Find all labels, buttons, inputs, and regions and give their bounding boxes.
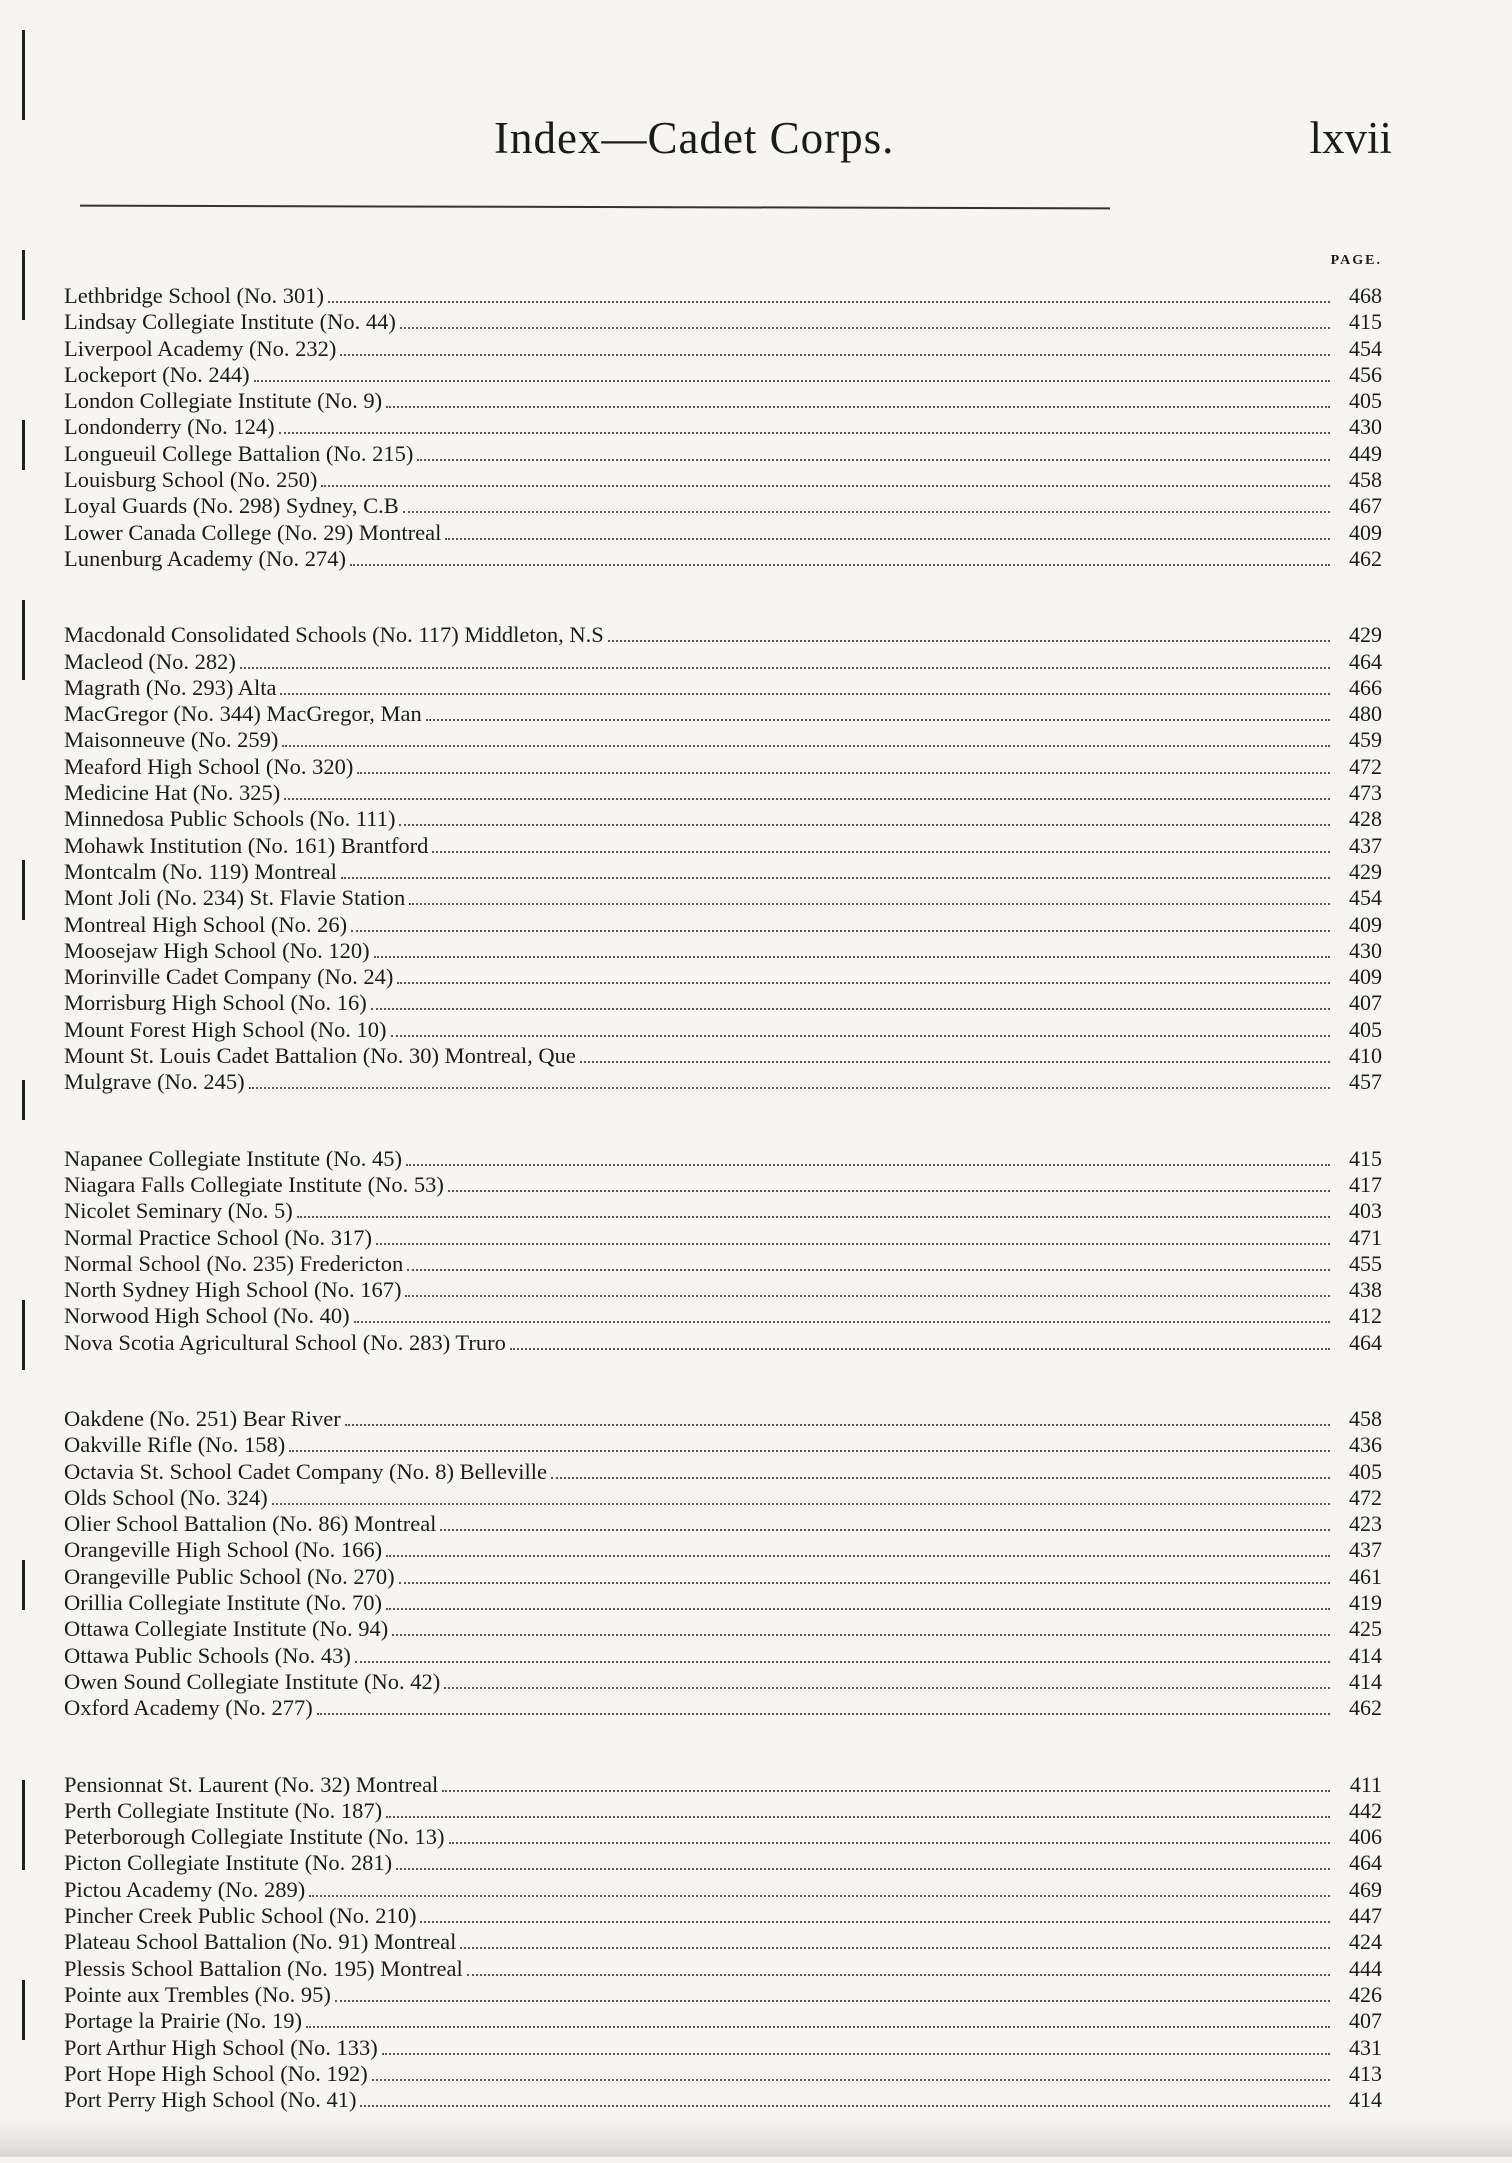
entry-name: Maisonneuve (No. 259) (64, 727, 279, 753)
binding-mark (22, 1300, 25, 1370)
index-entry (64, 1956, 1382, 1982)
index-entry (64, 912, 1382, 938)
entry-name: Peterborough Collegiate Institute (No. 13) (64, 1824, 445, 1850)
dot-leader (409, 903, 1330, 905)
entry-page-number: 471 (1349, 1224, 1382, 1250)
entry-name: Plessis School Battalion (No. 195) Montreal (64, 1955, 463, 1981)
index-entry (64, 1877, 1382, 1903)
entry-name: Louisburg School (No. 250) (64, 467, 318, 493)
entry-name: Portage la Prairie (No. 19) (64, 2008, 303, 2034)
entry-name: Picton Collegiate Institute (No. 281) (64, 1850, 393, 1876)
entry-page-number: 458 (1349, 467, 1382, 493)
index-entry (64, 1406, 1382, 1432)
entry-name: Oakdene (No. 251) Bear River (64, 1405, 341, 1431)
index-entry (64, 1069, 1382, 1095)
index-entry (64, 1824, 1382, 1850)
entry-name: Niagara Falls Collegiate Institute (No. 53) (64, 1171, 444, 1197)
dot-leader (355, 1661, 1330, 1663)
entry-name: Meaford High School (No. 320) (64, 753, 354, 779)
dot-leader (403, 511, 1330, 513)
entry-page-number: 410 (1349, 1043, 1382, 1069)
entry-page-number: 403 (1349, 1198, 1382, 1224)
entry-name: Morinville Cadet Company (No. 24) (64, 964, 394, 990)
index-entry (64, 1643, 1382, 1669)
dot-leader (354, 1321, 1330, 1323)
dot-leader (432, 851, 1330, 853)
index-group (64, 1406, 1382, 1722)
dot-leader (360, 2105, 1330, 2107)
binding-mark (22, 420, 25, 470)
entry-page-number: 442 (1349, 1797, 1382, 1823)
index-entry (64, 622, 1382, 648)
dot-leader (341, 877, 1330, 879)
index-entry (64, 1251, 1382, 1277)
index-entry (64, 1590, 1382, 1616)
dot-leader (397, 982, 1330, 984)
entry-name: Orangeville Public School (No. 270) (64, 1563, 395, 1589)
index-entry (64, 1903, 1382, 1929)
index-entry (64, 441, 1382, 467)
entry-name: Lindsay Collegiate Institute (No. 44) (64, 309, 396, 335)
dot-leader (350, 564, 1330, 566)
page-number: lxvii (1309, 113, 1392, 163)
index-entry (64, 1277, 1382, 1303)
index-entry (64, 1982, 1382, 2008)
index-entry (64, 885, 1382, 911)
index-entry (64, 1225, 1382, 1251)
index-entry (64, 675, 1382, 701)
dot-leader (442, 1790, 1330, 1792)
index-entry (64, 859, 1382, 885)
entry-name: Pictou Academy (No. 289) (64, 1876, 306, 1902)
dot-leader (608, 640, 1330, 642)
entry-page-number: 454 (1349, 335, 1382, 361)
index-entry (64, 388, 1382, 414)
entry-name: Medicine Hat (No. 325) (64, 780, 281, 806)
entry-page-number: 438 (1349, 1277, 1382, 1303)
entry-page-number: 461 (1349, 1563, 1382, 1589)
entry-page-number: 458 (1349, 1405, 1382, 1431)
page-edge-shadow (0, 2117, 1512, 2157)
entry-page-number: 423 (1349, 1511, 1382, 1537)
dot-leader (335, 2000, 1330, 2002)
dot-leader (317, 1713, 1330, 1715)
dot-leader (445, 538, 1330, 540)
dot-leader (321, 485, 1330, 487)
dot-leader (306, 2026, 1330, 2028)
entry-page-number: 411 (1349, 1771, 1382, 1797)
entry-page-number: 473 (1349, 780, 1382, 806)
binding-mark (22, 30, 25, 120)
entry-page-number: 456 (1349, 361, 1382, 387)
entry-page-number: 412 (1349, 1303, 1382, 1329)
index-entry (64, 1695, 1382, 1721)
entry-name: Oxford Academy (No. 277) (64, 1695, 313, 1721)
index-entry (64, 414, 1382, 440)
index-entry (64, 546, 1382, 572)
entry-name: Norwood High School (No. 40) (64, 1303, 350, 1329)
entry-page-number: 424 (1349, 1929, 1382, 1955)
index-entry (64, 964, 1382, 990)
dot-leader (467, 1974, 1330, 1976)
entry-name: Owen Sound Collegiate Institute (No. 42) (64, 1668, 441, 1694)
index-entry (64, 520, 1382, 546)
entry-name: Port Perry High School (No. 41) (64, 2087, 357, 2113)
index-entry (64, 649, 1382, 675)
entry-page-number: 429 (1349, 622, 1382, 648)
entry-page-number: 437 (1349, 1537, 1382, 1563)
index-entry (64, 1772, 1382, 1798)
dot-leader (272, 1503, 1330, 1505)
dot-leader (279, 432, 1330, 434)
entry-page-number: 406 (1349, 1824, 1382, 1850)
dot-leader (400, 327, 1330, 329)
entry-name: Moosejaw High School (No. 120) (64, 937, 370, 963)
entry-name: Macdonald Consolidated Schools (No. 117) Middleton, N.S (64, 622, 604, 648)
binding-mark (22, 1780, 25, 1870)
entry-name: Normal School (No. 235) Fredericton (64, 1250, 404, 1276)
entry-page-number: 457 (1349, 1069, 1382, 1095)
dot-leader (280, 693, 1330, 695)
entry-page-number: 415 (1349, 1145, 1382, 1171)
index-list (64, 283, 1382, 2163)
index-entry (64, 1172, 1382, 1198)
dot-leader (309, 1895, 1330, 1897)
entry-name: Napanee Collegiate Institute (No. 45) (64, 1145, 403, 1171)
entry-name: Longueuil College Battalion (No. 215) (64, 440, 414, 466)
dot-leader (510, 1348, 1330, 1350)
index-entry (64, 2035, 1382, 2061)
entry-name: Mohawk Institution (No. 161) Brantford (64, 832, 429, 858)
entry-name: Pincher Creek Public School (No. 210) (64, 1903, 417, 1929)
index-entry (64, 990, 1382, 1016)
entry-page-number: 405 (1349, 388, 1382, 414)
entry-page-number: 462 (1349, 1695, 1382, 1721)
entry-name: Port Hope High School (No. 192) (64, 2060, 368, 2086)
index-entry (64, 1330, 1382, 1356)
dot-leader (282, 745, 1330, 747)
dot-leader (328, 301, 1330, 303)
dot-leader (426, 719, 1330, 721)
entry-page-number: 480 (1349, 701, 1382, 727)
entry-name: Octavia St. School Cadet Company (No. 8) Belleville (64, 1458, 548, 1484)
entry-page-number: 409 (1349, 911, 1382, 937)
index-entry (64, 1146, 1382, 1172)
entry-page-number: 409 (1349, 519, 1382, 545)
index-entry (64, 1537, 1382, 1563)
entry-page-number: 444 (1349, 1955, 1382, 1981)
dot-leader (240, 667, 1330, 669)
index-group (64, 622, 1382, 1095)
dot-leader (351, 930, 1330, 932)
header-rule (80, 205, 1110, 210)
entry-name: Nova Scotia Agricultural School (No. 283) Truro (64, 1329, 506, 1355)
index-entry (64, 1669, 1382, 1695)
dot-leader (386, 1555, 1330, 1557)
entry-page-number: 459 (1349, 727, 1382, 753)
entry-name: Londonderry (No. 124) (64, 414, 275, 440)
index-entry (64, 1017, 1382, 1043)
entry-page-number: 455 (1349, 1250, 1382, 1276)
dot-leader (284, 798, 1330, 800)
entry-page-number: 469 (1349, 1876, 1382, 1902)
entry-page-number: 414 (1349, 1668, 1382, 1694)
entry-page-number: 437 (1349, 832, 1382, 858)
binding-mark (22, 860, 25, 920)
dot-leader (386, 1816, 1330, 1818)
dot-leader (551, 1477, 1330, 1479)
entry-name: Perth Collegiate Institute (No. 187) (64, 1797, 383, 1823)
entry-page-number: 464 (1349, 648, 1382, 674)
dot-leader (460, 1947, 1330, 1949)
dot-leader (345, 1424, 1330, 1426)
index-entry (64, 727, 1382, 753)
entry-name: Mount St. Louis Cadet Battalion (No. 30) Montreal, Que (64, 1043, 576, 1069)
dot-leader (399, 824, 1330, 826)
entry-name: Orillia Collegiate Institute (No. 70) (64, 1590, 383, 1616)
entry-name: London Collegiate Institute (No. 9) (64, 388, 383, 414)
entry-page-number: 462 (1349, 545, 1382, 571)
entry-name: Lockeport (No. 244) (64, 361, 250, 387)
entry-name: Mount Forest High School (No. 10) (64, 1016, 387, 1042)
index-entry (64, 806, 1382, 832)
index-entry (64, 2061, 1382, 2087)
dot-leader (444, 1687, 1330, 1689)
entry-page-number: 472 (1349, 753, 1382, 779)
entry-page-number: 472 (1349, 1484, 1382, 1510)
entry-name: Montreal High School (No. 26) (64, 911, 348, 937)
entry-page-number: 413 (1349, 2060, 1382, 2086)
dot-leader (396, 1868, 1330, 1870)
entry-page-number: 417 (1349, 1171, 1382, 1197)
index-entry (64, 283, 1382, 309)
index-entry (64, 1616, 1382, 1642)
index-entry (64, 362, 1382, 388)
dot-leader (289, 1450, 1330, 1452)
index-entry (64, 1485, 1382, 1511)
index-entry (64, 1459, 1382, 1485)
entry-page-number: 414 (1349, 2087, 1382, 2113)
entry-name: Pointe aux Trembles (No. 95) (64, 1981, 331, 2007)
entry-name: Lunenburg Academy (No. 274) (64, 545, 347, 571)
entry-page-number: 415 (1349, 309, 1382, 335)
index-entry (64, 2087, 1382, 2113)
index-entry (64, 493, 1382, 519)
index-group (64, 1772, 1382, 2114)
entry-name: Minnedosa Public Schools (No. 111) (64, 806, 396, 832)
dot-leader (420, 1921, 1330, 1923)
entry-name: Port Arthur High School (No. 133) (64, 2034, 378, 2060)
index-entry (64, 309, 1382, 335)
entry-page-number: 430 (1349, 937, 1382, 963)
entry-name: Morrisburg High School (No. 16) (64, 990, 367, 1016)
index-entry (64, 1798, 1382, 1824)
entry-page-number: 428 (1349, 806, 1382, 832)
entry-page-number: 407 (1349, 2008, 1382, 2034)
index-entry (64, 1564, 1382, 1590)
dot-leader (386, 406, 1330, 408)
index-entry (64, 780, 1382, 806)
entry-name: Lower Canada College (No. 29) Montreal (64, 519, 442, 545)
entry-name: Loyal Guards (No. 298) Sydney, C.B (64, 493, 399, 519)
index-entry (64, 833, 1382, 859)
dot-leader (448, 1190, 1330, 1192)
entry-name: Macleod (No. 282) (64, 648, 236, 674)
entry-page-number: 409 (1349, 964, 1382, 990)
entry-name: Orangeville High School (No. 166) (64, 1537, 383, 1563)
index-group (64, 1146, 1382, 1356)
dot-leader (254, 380, 1330, 382)
entry-name: North Sydney High School (No. 167) (64, 1277, 402, 1303)
entry-page-number: 405 (1349, 1016, 1382, 1042)
index-entry (64, 336, 1382, 362)
dot-leader (374, 956, 1330, 958)
entry-page-number: 466 (1349, 674, 1382, 700)
index-entry (64, 1198, 1382, 1224)
entry-page-number: 426 (1349, 1981, 1382, 2007)
dot-leader (382, 2053, 1330, 2055)
dot-leader (405, 1295, 1330, 1297)
entry-name: Lethbridge School (No. 301) (64, 283, 324, 308)
entry-page-number: 447 (1349, 1903, 1382, 1929)
dot-leader (371, 1008, 1330, 1010)
entry-name: Montcalm (No. 119) Montreal (64, 858, 337, 884)
entry-name: Pensionnat St. Laurent (No. 32) Montreal (64, 1771, 439, 1797)
index-entry (64, 1511, 1382, 1537)
entry-name: Nicolet Seminary (No. 5) (64, 1198, 293, 1224)
page-column-label: PAGE. (1330, 253, 1382, 268)
dot-leader (407, 1269, 1330, 1271)
dot-leader (386, 1608, 1330, 1610)
index-entry (64, 754, 1382, 780)
binding-mark (22, 1080, 25, 1120)
entry-name: Plateau School Battalion (No. 91) Montreal (64, 1929, 457, 1955)
entry-page-number: 468 (1349, 283, 1382, 308)
dot-leader (406, 1164, 1330, 1166)
entry-page-number: 419 (1349, 1590, 1382, 1616)
entry-name: MacGregor (No. 344) MacGregor, Man (64, 701, 422, 727)
index-entry (64, 467, 1382, 493)
binding-mark (22, 250, 25, 320)
binding-mark (22, 1560, 25, 1610)
entry-page-number: 431 (1349, 2034, 1382, 2060)
entry-page-number: 454 (1349, 885, 1382, 911)
dot-leader (440, 1529, 1330, 1531)
dot-leader (417, 459, 1330, 461)
index-entry (64, 938, 1382, 964)
dot-leader (372, 2079, 1330, 2081)
entry-page-number: 425 (1349, 1616, 1382, 1642)
entry-name: Olier School Battalion (No. 86) Montreal (64, 1511, 437, 1537)
dot-leader (297, 1216, 1330, 1218)
dot-leader (340, 354, 1330, 356)
index-entry (64, 1850, 1382, 1876)
entry-page-number: 430 (1349, 414, 1382, 440)
running-title: Index—Cadet Corps. (494, 113, 895, 163)
index-entry (64, 1043, 1382, 1069)
entry-page-number: 429 (1349, 858, 1382, 884)
entry-name: Normal Practice School (No. 317) (64, 1224, 373, 1250)
entry-page-number: 449 (1349, 440, 1382, 466)
binding-mark (22, 600, 25, 680)
dot-leader (580, 1061, 1330, 1063)
dot-leader (391, 1035, 1331, 1037)
entry-name: Liverpool Academy (No. 232) (64, 335, 337, 361)
entry-page-number: 464 (1349, 1850, 1382, 1876)
dot-leader (392, 1634, 1330, 1636)
index-entry (64, 1432, 1382, 1458)
dot-leader (357, 772, 1330, 774)
entry-page-number: 405 (1349, 1458, 1382, 1484)
binding-edge (22, 0, 26, 2157)
entry-name: Oakville Rifle (No. 158) (64, 1432, 286, 1458)
entry-page-number: 467 (1349, 493, 1382, 519)
dot-leader (376, 1243, 1330, 1245)
index-entry (64, 2008, 1382, 2034)
index-entry (64, 1929, 1382, 1955)
entry-name: Ottawa Collegiate Institute (No. 94) (64, 1616, 389, 1642)
entry-page-number: 436 (1349, 1432, 1382, 1458)
entry-page-number: 464 (1349, 1329, 1382, 1355)
binding-mark (22, 1980, 25, 2040)
entry-name: Olds School (No. 324) (64, 1484, 268, 1510)
index-entry (64, 701, 1382, 727)
page-header (0, 112, 1512, 182)
index-group (64, 283, 1382, 572)
dot-leader (399, 1582, 1330, 1584)
entry-name: Magrath (No. 293) Alta (64, 674, 277, 700)
entry-page-number: 414 (1349, 1642, 1382, 1668)
entry-name: Mont Joli (No. 234) St. Flavie Station (64, 885, 406, 911)
dot-leader (449, 1842, 1330, 1844)
entry-name: Mulgrave (No. 245) (64, 1069, 245, 1095)
index-entry (64, 1303, 1382, 1329)
entry-page-number: 407 (1349, 990, 1382, 1016)
dot-leader (249, 1087, 1330, 1089)
entry-name: Ottawa Public Schools (No. 43) (64, 1642, 351, 1668)
